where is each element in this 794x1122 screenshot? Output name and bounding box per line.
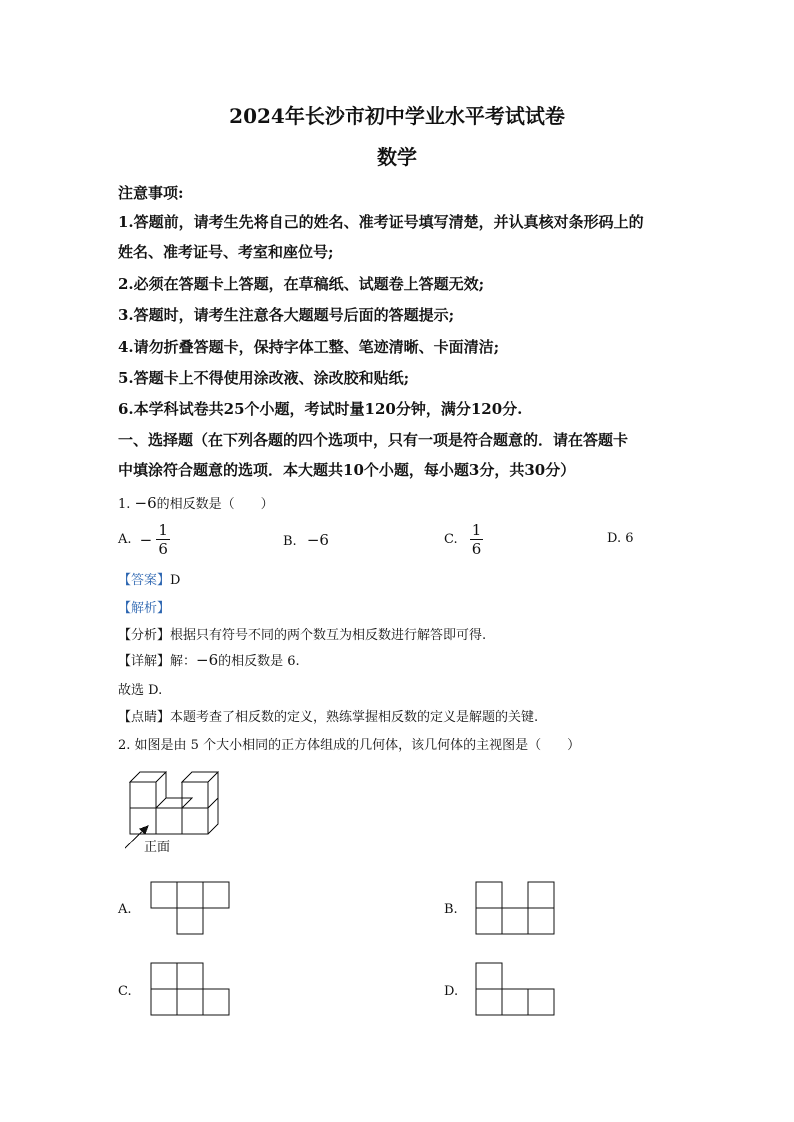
- option-b-label[interactable]: B.: [444, 902, 458, 917]
- question-1: [118, 493, 274, 512]
- option-label: C.: [444, 532, 458, 547]
- option-a-view[interactable]: [150, 881, 232, 937]
- option-b-view[interactable]: [475, 881, 557, 937]
- option-d-label[interactable]: D.: [444, 984, 459, 999]
- fenxi-text: 根据只有符号不同的两个数互为相反数进行解答即可得.: [170, 628, 487, 643]
- question-2: 2. 如图是由 5 个大小相同的正方体组成的几何体，该几何体的主视图是（ ）: [118, 738, 581, 753]
- cube-figure: [120, 768, 230, 858]
- option-a-label[interactable]: A.: [118, 902, 132, 917]
- math-expression: −6: [134, 494, 157, 512]
- option-c[interactable]: [444, 521, 483, 558]
- answer-line: [118, 569, 180, 588]
- fraction-numerator: 1: [158, 521, 168, 539]
- minus-sign: −: [139, 530, 153, 549]
- note-item: 4.请勿折叠答题卡，保持字体工整、笔迹清晰、卡面清洁;: [118, 338, 500, 356]
- option-a[interactable]: [118, 521, 170, 558]
- option-c-label[interactable]: C.: [118, 984, 132, 999]
- option-label: A.: [118, 532, 132, 547]
- note-item: 6.本学科试卷共25个小题，考试时量120分钟，满分120分.: [118, 400, 523, 418]
- question-number: 1.: [118, 497, 131, 512]
- exam-title: 2024年长沙市初中学业水平考试试卷: [229, 104, 565, 128]
- cube-front-face: [156, 808, 182, 834]
- fraction: [156, 521, 170, 558]
- fraction: [470, 521, 484, 558]
- detail-tag: 【详解】: [118, 654, 171, 669]
- cube-top-face: [156, 798, 192, 808]
- cube-front-face: [130, 782, 156, 808]
- note-item: 3.答题时，请考生注意各大题题号后面的答题提示;: [118, 306, 455, 324]
- note-item: 5.答题卡上不得使用涂改液、涂改胶和贴纸;: [118, 369, 410, 387]
- conclusion-line: 故选 D.: [118, 683, 163, 698]
- fraction-numerator: 1: [471, 521, 482, 539]
- cube-edge: [208, 772, 218, 782]
- cube-edge: [208, 798, 218, 808]
- option-label: B.: [283, 534, 297, 549]
- option-b[interactable]: [283, 531, 329, 549]
- fenxi-tag: 【分析】: [118, 628, 171, 643]
- cube-front-face: [182, 808, 208, 834]
- cube-top-face: [130, 772, 166, 782]
- note-item: 1.答题前，请考生先将自己的姓名、准考证号填写清楚，并认真核对条形码上的: [118, 213, 644, 231]
- note-item: 2.必须在答题卡上答题，在草稿纸、试题卷上答题无效;: [118, 275, 485, 293]
- answer-tag: 【答案】: [118, 573, 171, 588]
- section-heading-cont: 中填涂符合题意的选项．本大题共10个小题，每小题3分，共30分）: [118, 461, 576, 479]
- answer-value: D: [170, 573, 181, 588]
- option-d[interactable]: D. 6: [607, 531, 634, 546]
- option-d-view[interactable]: [475, 962, 557, 1018]
- front-label: 正面: [144, 840, 171, 855]
- detail-post: 的相反数是 6.: [218, 654, 300, 669]
- question-text: 的相反数是（ ）: [156, 497, 274, 512]
- option-c-view[interactable]: [150, 962, 232, 1018]
- detail-pre: 解：: [170, 654, 197, 669]
- notes-heading: 注意事项:: [118, 184, 184, 202]
- subject-title: 数学: [377, 145, 417, 169]
- option-value: −6: [306, 531, 329, 549]
- comment-line: [118, 706, 538, 725]
- section-heading: 一、选择题（在下列各题的四个选项中，只有一项是符合题意的．请在答题卡: [118, 431, 629, 449]
- fraction-denominator: 6: [471, 540, 482, 558]
- analysis-tag: 【解析】: [118, 601, 171, 616]
- comment-text: 本题考查了相反数的定义，熟练掌握相反数的定义是解题的关键.: [170, 710, 539, 725]
- fenxi-line: [118, 624, 486, 643]
- comment-tag: 【点睛】: [118, 710, 171, 725]
- note-item: 姓名、准考证号、考室和座位号;: [118, 243, 334, 261]
- fraction-denominator: 6: [158, 540, 168, 558]
- detail-line: [118, 650, 300, 669]
- math-expression: −6: [196, 651, 219, 669]
